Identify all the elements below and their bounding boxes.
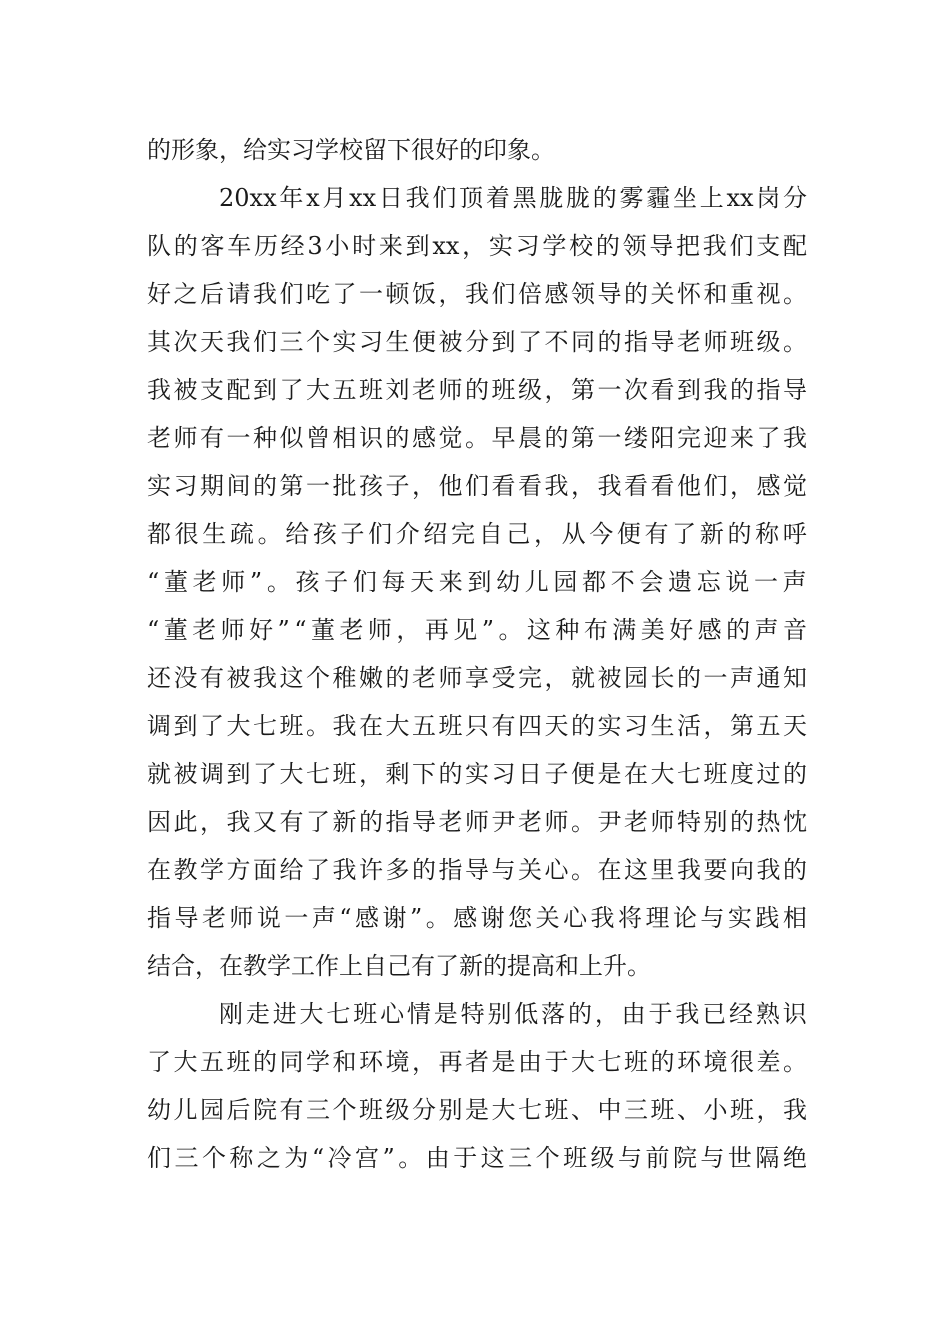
text-line: 还 没 有 被 我 这 个 稚 嫩 的 老 师 享 受 完 ， 就 被 园 长 的 一 声 通 知 — [147, 664, 807, 692]
text-line: 指 导 老 师 说 一 声 “ 感 谢 ” 。 感 谢 您 关 心 我 将 理 论 与 实 践 相 — [147, 904, 807, 932]
text-line: 都 很 生 疏 。 给 孩 子 们 介 绍 完 自 己 ， 从 今 便 有 了 新 的 称 呼 — [147, 520, 807, 548]
document-body — [147, 126, 807, 1182]
paragraph — [147, 126, 807, 174]
text-line: 在 教 学 方 面 给 了 我 许 多 的 指 导 与 关 心 。 在 这 里 我 要 向 我 的 — [147, 856, 807, 884]
text-line: 的形象，给实习学校留下很好的印象。 — [147, 136, 555, 164]
text-line: 20xx 年 x 月 xx 日 我 们 顶 着 黑 胧 胧 的 雾 霾 坐 上 xx 岗 分 — [219, 184, 807, 212]
paragraph — [147, 174, 807, 990]
text-line: 了 大 五 班 的 同 学 和 环 境 ， 再 者 是 由 于 大 七 班 的 环 境 很 差 。 — [147, 1048, 807, 1076]
text-line: 就 被 调 到 了 大 七 班 ， 剩 下 的 实 习 日 子 便 是 在 大 七 班 度 过 的 — [147, 760, 807, 788]
text-line: 们 三 个 称 之 为 “ 冷 宫 ” 。 由 于 这 三 个 班 级 与 前 院 与 世 隔 绝 — [147, 1144, 807, 1172]
text-line: 好 之 后 请 我 们 吃 了 一 顿 饭 ， 我 们 倍 感 领 导 的 关 怀 和 重 视 。 — [147, 280, 807, 308]
text-line: 幼 儿 园 后 院 有 三 个 班 级 分 别 是 大 七 班 、 中 三 班 、 小 班 ， 我 — [147, 1096, 807, 1124]
text-line: 队 的 客 车 历 经 3 小 时 来 到 xx ， 实 习 学 校 的 领 导 把 我 们 支 配 — [147, 232, 807, 260]
paragraph — [147, 990, 807, 1182]
text-line: 我 被 支 配 到 了 大 五 班 刘 老 师 的 班 级 ， 第 一 次 看 到 我 的 指 导 — [147, 376, 807, 404]
text-line: 刚 走 进 大 七 班 心 情 是 特 别 低 落 的 ， 由 于 我 已 经 熟 识 — [219, 1000, 807, 1028]
text-line: 因 此 ， 我 又 有 了 新 的 指 导 老 师 尹 老 师 。 尹 老 师 特 别 的 热 忱 — [147, 808, 807, 836]
text-line: 实 习 期 间 的 第 一 批 孩 子 ， 他 们 看 看 我 ， 我 看 看 他 们 ， 感 觉 — [147, 472, 807, 500]
text-line: 老 师 有 一 种 似 曾 相 识 的 感 觉 。 早 晨 的 第 一 缕 阳 完 迎 来 了 我 — [147, 424, 807, 452]
text-line: “ 董 老 师 好 ” “ 董 老 师 ， 再 见 ” 。 这 种 布 满 美 好 感 的 声 音 — [147, 616, 807, 644]
text-line: 调 到 了 大 七 班 。 我 在 大 五 班 只 有 四 天 的 实 习 生 活 ， 第 五 天 — [147, 712, 807, 740]
text-line: 结合，在教学工作上自己有了新的提高和上升。 — [147, 952, 651, 980]
text-line: “ 董 老 师 ” 。 孩 子 们 每 天 来 到 幼 儿 园 都 不 会 遗 忘 说 一 声 — [147, 568, 807, 596]
text-line: 其 次 天 我 们 三 个 实 习 生 便 被 分 到 了 不 同 的 指 导 老 师 班 级 。 — [147, 328, 807, 356]
